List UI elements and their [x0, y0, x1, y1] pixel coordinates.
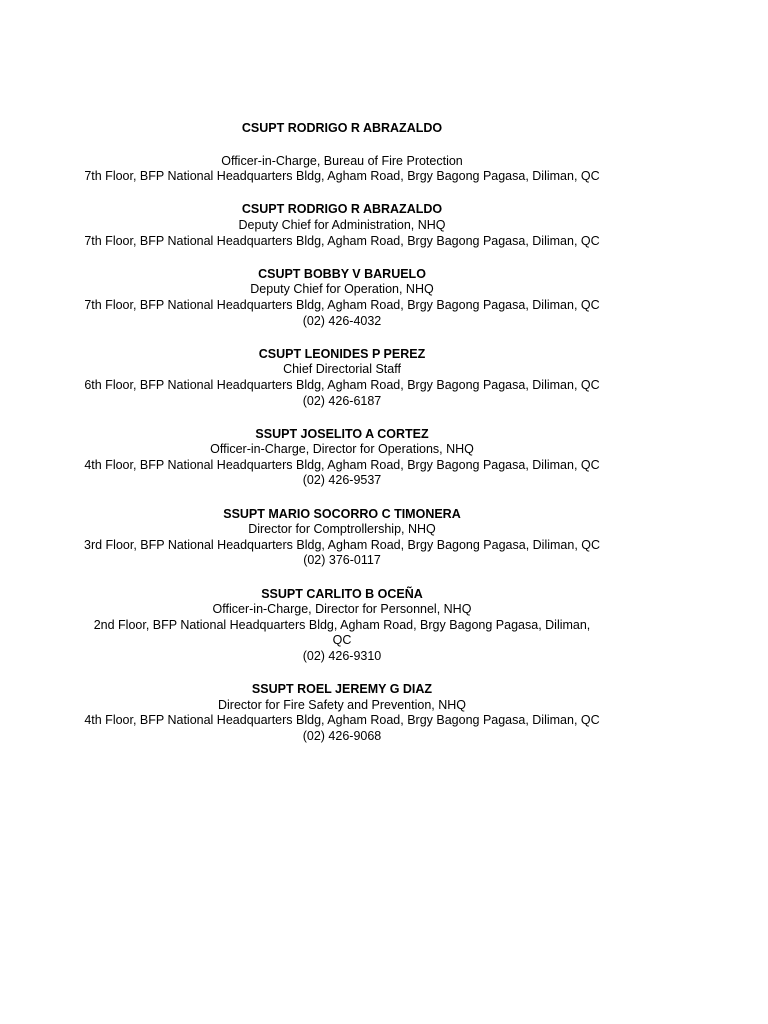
office-address: 7th Floor, BFP National Headquarters Bldg, Agham Road, Brgy Bagong Pagasa, Diliman, QC: [84, 233, 600, 248]
official-name: CSUPT BOBBY V BARUELO: [258, 266, 426, 281]
directory-entry: [84, 121, 600, 185]
official-position: Chief Directorial Staff: [283, 362, 401, 377]
official-position: Deputy Chief for Operation, NHQ: [250, 282, 434, 297]
office-address: 2nd Floor, BFP National Headquarters Bldg, Agham Road, Brgy Bagong Pagasa, Diliman, QC: [93, 617, 591, 648]
directory-entry: [84, 682, 600, 744]
official-name: SSUPT ROEL JEREMY G DIAZ: [251, 682, 433, 697]
directory-entry: [84, 507, 600, 569]
phone-number: (02) 426-6187: [302, 393, 382, 408]
directory-entry: [84, 267, 600, 329]
directory-entry: [84, 347, 600, 409]
phone-number: (02) 376-0117: [303, 553, 381, 568]
official-name: CSUPT RODRIGO R ABRAZALDO: [241, 121, 443, 135]
office-address: 6th Floor, BFP National Headquarters Bldg, Agham Road, Brgy Bagong Pagasa, Diliman, QC: [84, 377, 600, 392]
official-name: CSUPT LEONIDES P PEREZ: [258, 346, 426, 361]
office-address: 4th Floor, BFP National Headquarters Bldg, Agham Road, Brgy Bagong Pagasa, Diliman, QC: [84, 457, 600, 472]
phone-number: (02) 426-9537: [302, 473, 382, 488]
phone-number: (02) 426-9068: [302, 728, 382, 743]
official-position: Director for Fire Safety and Prevention, NHQ: [217, 697, 466, 712]
official-name: SSUPT MARIO SOCORRO C TIMONERA: [223, 506, 461, 521]
office-address: 3rd Floor, BFP National Headquarters Bldg, Agham Road, Brgy Bagong Pagasa, Diliman, QC: [84, 537, 601, 552]
official-position: Deputy Chief for Administration, NHQ: [238, 217, 446, 232]
official-name: SSUPT CARLITO B OCEÑA: [261, 586, 423, 601]
official-name: SSUPT JOSELITO A CORTEZ: [255, 426, 429, 441]
office-address: 7th Floor, BFP National Headquarters Bldg, Agham Road, Brgy Bagong Pagasa, Diliman, QC: [84, 169, 600, 184]
phone-number: (02) 426-4032: [302, 313, 382, 328]
directory-entry: [84, 427, 600, 489]
directory-entry: [84, 587, 600, 665]
phone-number: (02) 426-9310: [302, 649, 382, 663]
office-address: 4th Floor, BFP National Headquarters Bldg, Agham Road, Brgy Bagong Pagasa, Diliman, QC: [84, 713, 600, 728]
directory-list: [84, 121, 600, 762]
official-position: Officer-in-Charge, Director for Personnel, NHQ: [212, 602, 472, 617]
official-name: CSUPT RODRIGO R ABRAZALDO: [241, 202, 443, 217]
office-address: 7th Floor, BFP National Headquarters Bldg, Agham Road, Brgy Bagong Pagasa, Diliman, QC: [84, 297, 600, 312]
official-position: Officer-in-Charge, Director for Operations, NHQ: [210, 442, 474, 457]
official-position: Officer-in-Charge, Bureau of Fire Protection: [221, 153, 463, 168]
official-position: Director for Comptrollership, NHQ: [248, 522, 436, 537]
directory-entry: [84, 202, 600, 249]
